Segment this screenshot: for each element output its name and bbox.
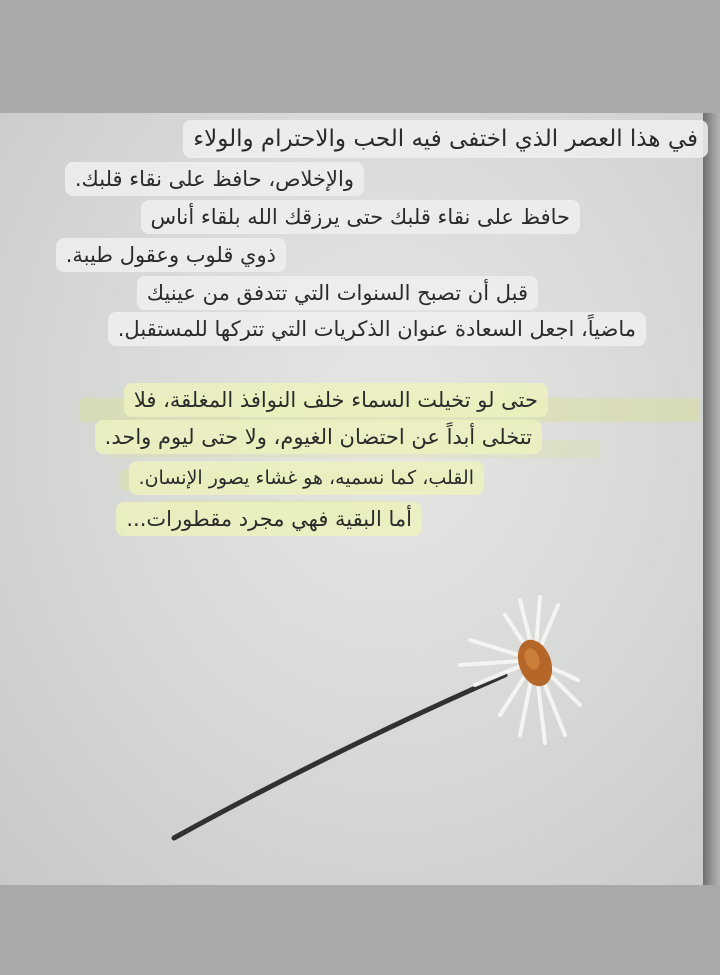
quote-line: ماضياً، اجعل السعادة عنوان الذكريات التي تتركها للمستقبل. xyxy=(108,312,646,346)
bottom-margin xyxy=(0,885,720,975)
quote-line: ذوي قلوب وعقول طيبة. xyxy=(56,238,286,272)
flower-stem xyxy=(174,675,505,838)
page-edge xyxy=(703,113,720,885)
quote-line: أما البقية فهي مجرد مقطورات... xyxy=(116,502,422,536)
daisy-illustration xyxy=(160,585,590,855)
quote-line: في هذا العصر الذي اختفى فيه الحب والاحترام والولاء xyxy=(183,120,708,158)
flower-petals xyxy=(460,597,580,743)
quote-line: والإخلاص، حافظ على نقاء قلبك. xyxy=(65,162,364,196)
quote-line: القلب، كما نسميه، هو غشاء يصور الإنسان. xyxy=(129,461,484,495)
quote-line: حتى لو تخيلت السماء خلف النوافذ المغلقة، فلا xyxy=(124,383,548,417)
quote-line: قبل أن تصبح السنوات التي تتدفق من عينيك xyxy=(137,276,538,310)
quote-line: حافظ على نقاء قلبك حتى يرزقك الله بلقاء أناس xyxy=(141,200,581,234)
quote-line: تتخلى أبداً عن احتضان الغيوم، ولا حتى ليوم واحد. xyxy=(95,420,542,454)
